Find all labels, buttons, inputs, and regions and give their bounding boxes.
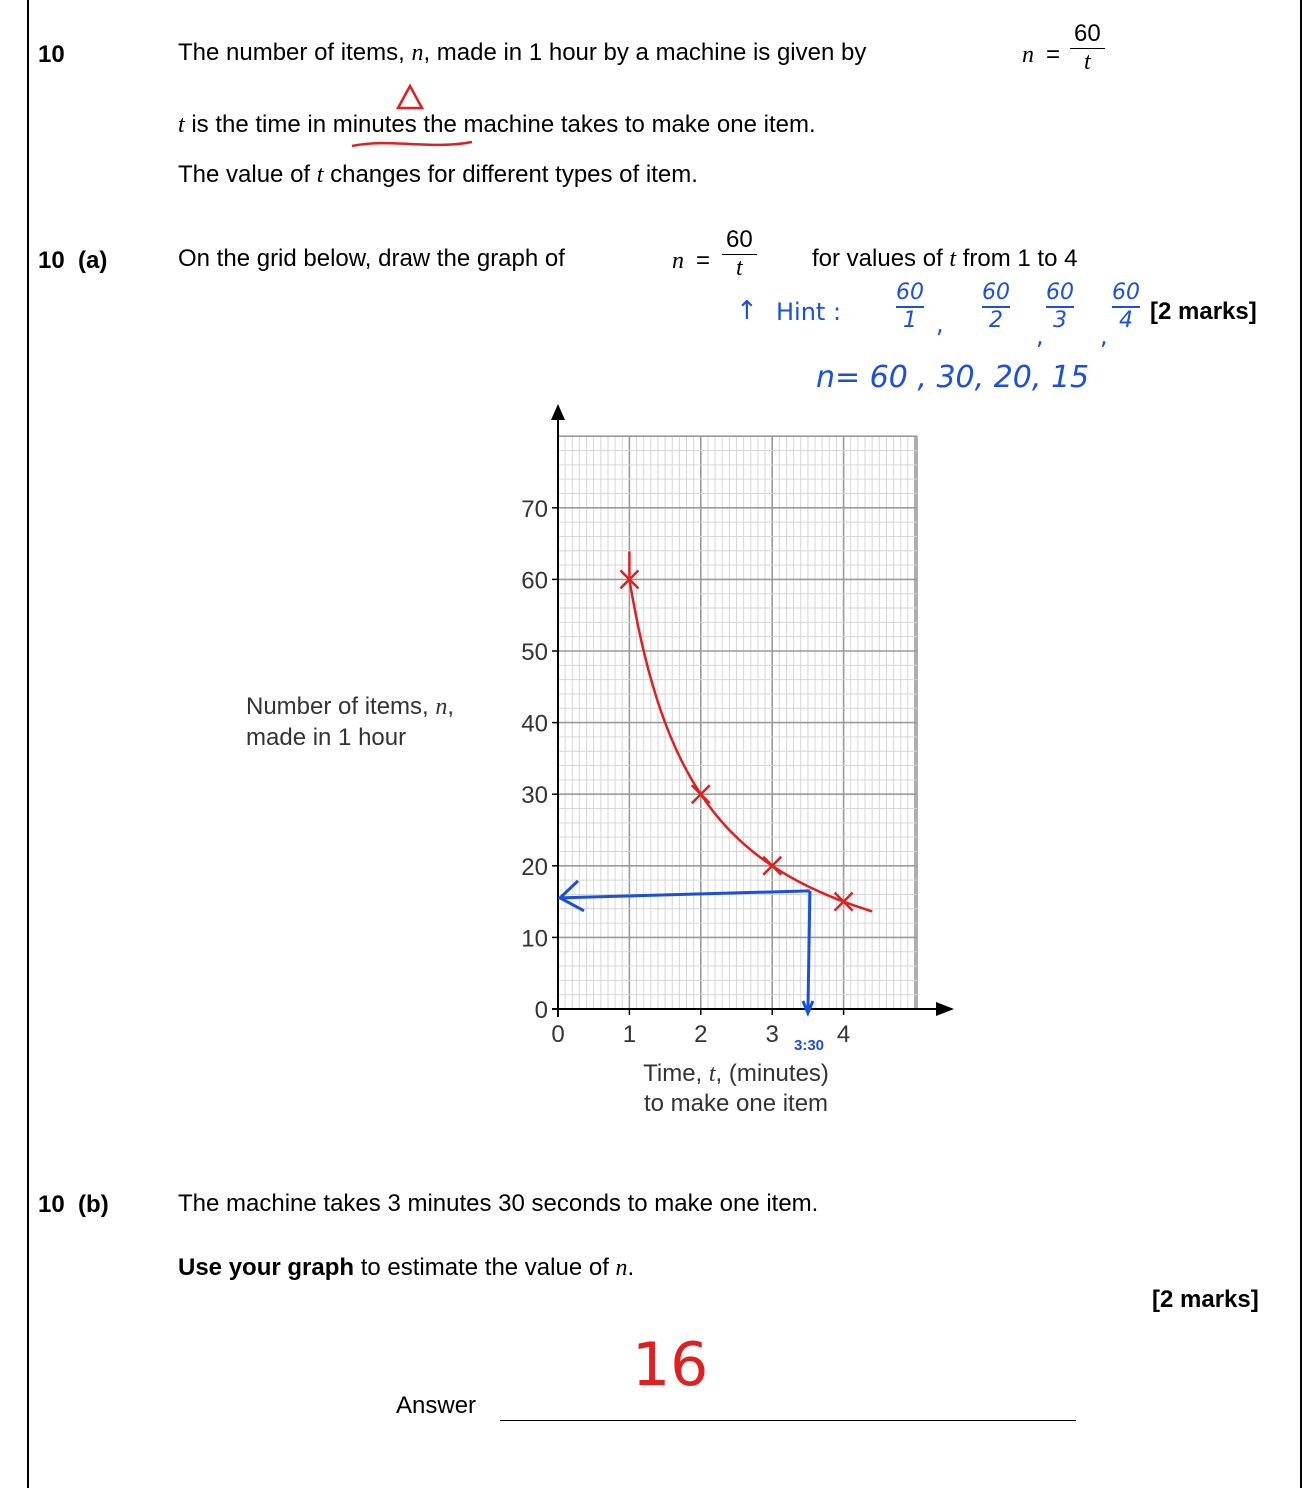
formula-fraction: 60 t [1070,20,1105,75]
vertical-reading-line [808,891,810,1013]
part-a-formula-fraction: 60 t [722,226,757,281]
x-tick-label: 4 [836,1021,851,1048]
question-line-3: The value of t changes for different types of item. [178,161,698,188]
y-tick-label: 10 [521,925,548,953]
x-tick-label: 0 [551,1021,565,1048]
graph-grid [558,436,917,1009]
formula-lhs: n [1022,42,1034,68]
hint-fraction-4: 60 4 [1112,280,1140,333]
y-tick-label: 50 [521,639,548,666]
y-tick-label: 30 [521,782,548,810]
formula-equals: = [1046,41,1061,68]
y-tick-label: 70 [521,495,548,523]
answer-value: 16 [632,1330,709,1400]
y-axis-arrow [551,404,565,420]
hint-fraction-1: 60 1 [896,280,924,333]
part-a-instruction: On the grid below, draw the graph of [178,245,565,272]
part-a-marks: [2 marks] [1150,298,1257,325]
part-a-label: 10 (a) [38,247,108,274]
x-axis-label-line2: to make one item [643,1090,829,1117]
part-a-range: for values of t from 1 to 4 [812,245,1078,272]
x-tick-label: 2 [694,1021,708,1048]
question-number: 10 [38,41,65,68]
answer-label: Answer [396,1392,477,1419]
hint-comma: , [936,310,944,338]
hint-label: Hint : [776,298,842,326]
y-axis-label-line2: made in 1 hour [246,724,407,751]
part-b-line-1: The machine takes 3 minutes 30 seconds to make one item. [178,1190,819,1217]
part-a-formula-lhs: n [672,248,684,274]
hint-fraction-3: 60 3 [1046,280,1074,333]
x-axis-label-line1: Time, t, (minutes) [643,1060,829,1087]
part-b-line-2: Use your graph to estimate the value of n. [178,1254,635,1281]
x-tick-label: 1 [622,1021,637,1048]
y-tick-label: 40 [521,710,548,738]
question-intro: The number of items, n, made in 1 hour by a machine is given by [178,39,867,66]
y-tick-label: 0 [534,997,548,1024]
answer-line[interactable] [500,1420,1076,1421]
y-tick-label: 60 [521,567,548,595]
hint-comma: , [1100,322,1108,350]
x-tick-label: 3 [765,1021,779,1048]
part-a-formula-equals: = [696,247,711,274]
y-tick-label: 20 [521,853,548,881]
hint-n-values: n= 60 , 30, 20, 15 [816,360,1090,395]
time-annotation: 3:30 [794,1037,825,1054]
y-axis-label-line1: Number of items, n, [246,693,455,720]
x-axis-arrow [936,1002,954,1016]
hint-fraction-2: 60 2 [982,280,1010,333]
part-b-label: 10 (b) [38,1191,109,1218]
question-line-2: t is the time in minutes the machine takes to make one item. [178,111,816,138]
hint-arrow: ↑ [736,296,758,326]
hint-comma: , [1036,322,1044,350]
part-b-marks: [2 marks] [1152,1286,1259,1313]
